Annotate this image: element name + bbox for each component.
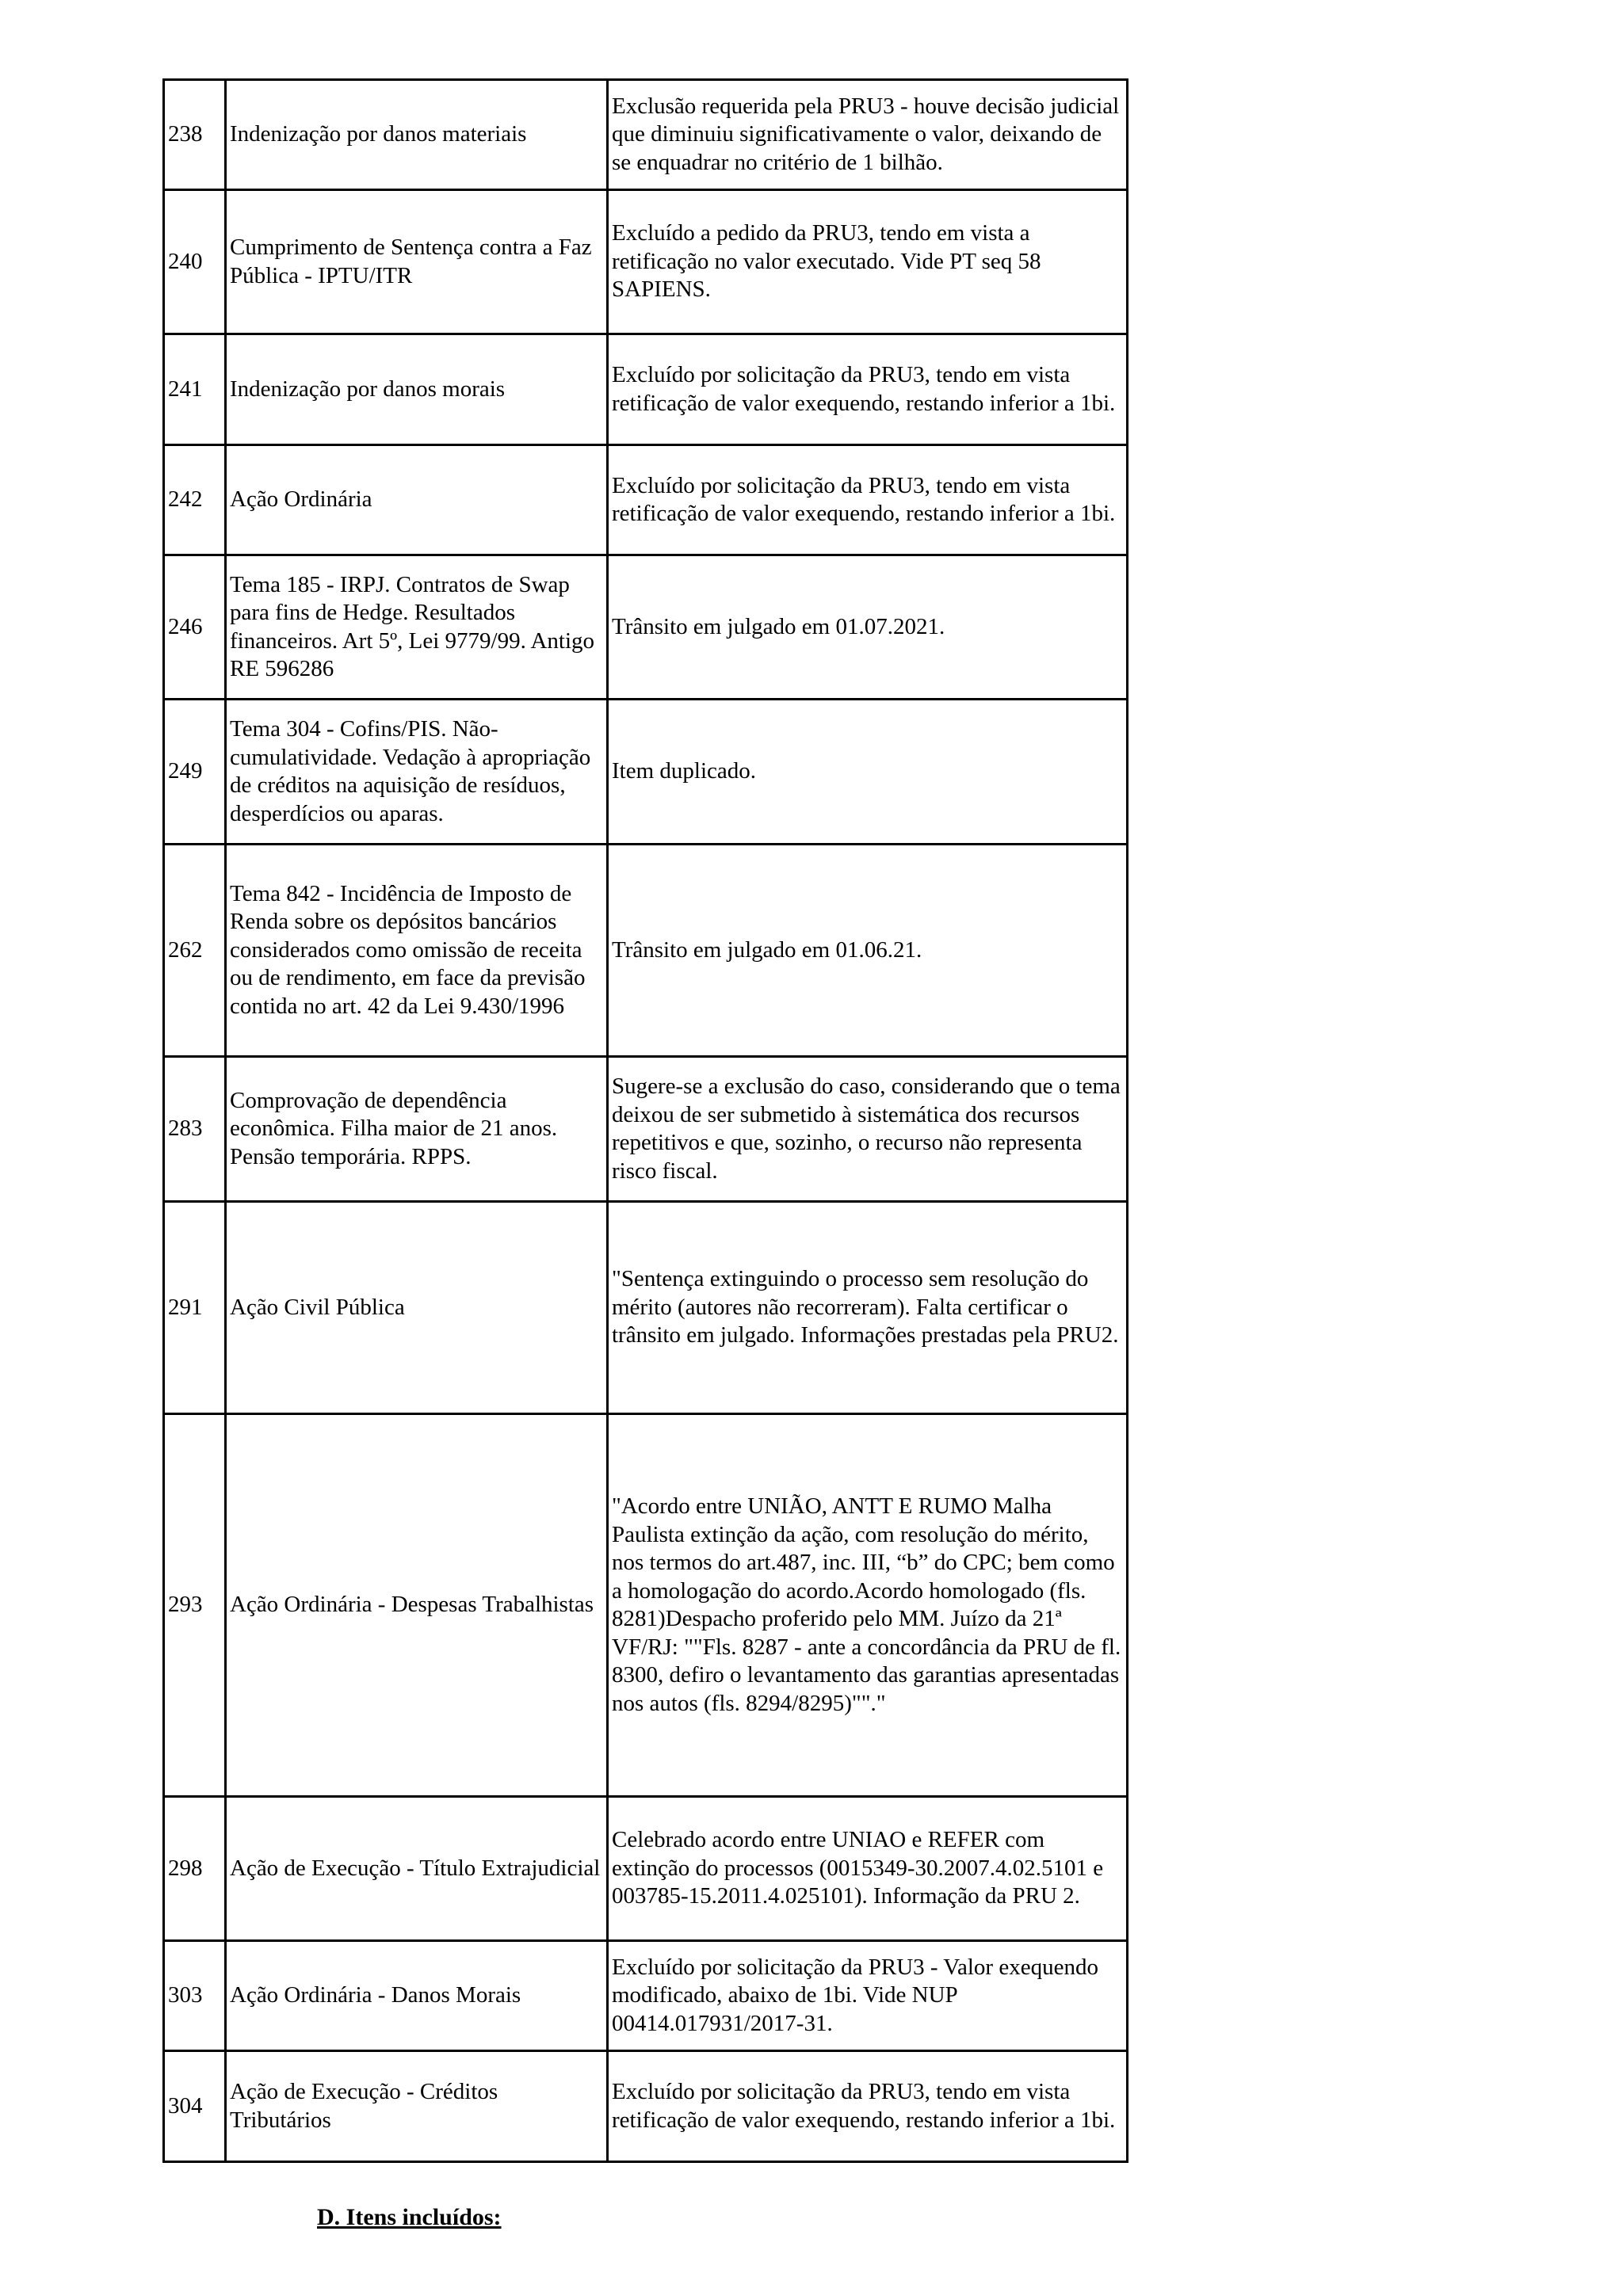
table-row [164, 334, 1128, 445]
item-description: Ação Ordinária - Danos Morais [226, 1941, 608, 2051]
table-row [164, 1414, 1128, 1797]
item-description: Ação Civil Pública [226, 1202, 608, 1414]
table-row [164, 190, 1128, 334]
item-description: Ação de Execução - Créditos Tributários [226, 2051, 608, 2162]
item-number: 241 [164, 334, 226, 445]
item-observation: Excluído por solicitação da PRU3, tendo em vista retificação de valor exequendo, restando inferior a 1bi. [608, 445, 1128, 555]
section-heading: D. Itens incluídos: [317, 2204, 502, 2230]
item-observation: Celebrado acordo entre UNIAO e REFER com extinção do processos (0015349-30.2007.4.02.5101 e 003785-15.2011.4.025101). Informação da PRU 2. [608, 1797, 1128, 1941]
table-row [164, 80, 1128, 190]
item-observation: "Sentença extinguindo o processo sem resolução do mérito (autores não recorreram). Falta certificar o trânsito em julgado. Informações prestadas pela PRU2. [608, 1202, 1128, 1414]
item-description: Ação Ordinária - Despesas Trabalhistas [226, 1414, 608, 1797]
item-observation: Excluído por solicitação da PRU3, tendo em vista retificação de valor exequendo, restando inferior a 1bi. [608, 2051, 1128, 2162]
item-observation: Exclusão requerida pela PRU3 - houve decisão judicial que diminuiu significativamente o valor, deixando de se enquadrar no critério de 1 bilhão. [608, 80, 1128, 190]
table-row [164, 445, 1128, 555]
item-observation: Excluído por solicitação da PRU3, tendo em vista retificação de valor exequendo, restando inferior a 1bi. [608, 334, 1128, 445]
item-description: Indenização por danos morais [226, 334, 608, 445]
table-row [164, 1941, 1128, 2051]
item-description: Comprovação de dependência econômica. Filha maior de 21 anos. Pensão temporária. RPPS. [226, 1057, 608, 1202]
item-description: Ação de Execução - Título Extrajudicial [226, 1797, 608, 1941]
item-number: 298 [164, 1797, 226, 1941]
table-row [164, 1057, 1128, 1202]
item-number: 283 [164, 1057, 226, 1202]
table-row [164, 2051, 1128, 2162]
item-number: 262 [164, 845, 226, 1057]
excluded-items-table [162, 78, 1128, 2163]
item-number: 238 [164, 80, 226, 190]
item-description: Ação Ordinária [226, 445, 608, 555]
table-row [164, 1797, 1128, 1941]
item-description: Indenização por danos materiais [226, 80, 608, 190]
item-number: 303 [164, 1941, 226, 2051]
item-number: 293 [164, 1414, 226, 1797]
item-number: 304 [164, 2051, 226, 2162]
item-number: 240 [164, 190, 226, 334]
table-row [164, 845, 1128, 1057]
item-observation: Trânsito em julgado em 01.06.21. [608, 845, 1128, 1057]
item-observation: Trânsito em julgado em 01.07.2021. [608, 555, 1128, 700]
item-description: Tema 185 - IRPJ. Contratos de Swap para fins de Hedge. Resultados financeiros. Art 5º, Lei 9779/99. Antigo RE 596286 [226, 555, 608, 700]
item-number: 246 [164, 555, 226, 700]
table-row [164, 555, 1128, 700]
table-row [164, 1202, 1128, 1414]
item-observation: Item duplicado. [608, 700, 1128, 845]
table-row [164, 700, 1128, 845]
item-observation: "Acordo entre UNIÃO, ANTT E RUMO Malha Paulista extinção da ação, com resolução do mérito, nos termos do art.487, inc. III, “b” do CPC; bem como a homologação do acordo.Acordo homologado (fls. 8281)Despacho proferido pelo MM. Juízo da 21ª VF/RJ: ""Fls. 8287 - ante a concordância da PRU de fl. 8300, defiro o levantamento das garantias apresentadas nos autos (fls. 8294/8295)""." [608, 1414, 1128, 1797]
item-number: 249 [164, 700, 226, 845]
item-description: Tema 304 - Cofins/PIS. Não-cumulatividade. Vedação à apropriação de créditos na aquisição de resíduos, desperdícios ou aparas. [226, 700, 608, 845]
item-observation: Excluído a pedido da PRU3, tendo em vista a retificação no valor executado. Vide PT seq 58 SAPIENS. [608, 190, 1128, 334]
item-description: Tema 842 - Incidência de Imposto de Renda sobre os depósitos bancários considerados como omissão de receita ou de rendimento, em face da previsão contida no art. 42 da Lei 9.430/1996 [226, 845, 608, 1057]
item-description: Cumprimento de Sentença contra a Faz Pública - IPTU/ITR [226, 190, 608, 334]
item-number: 291 [164, 1202, 226, 1414]
item-observation: Excluído por solicitação da PRU3 - Valor exequendo modificado, abaixo de 1bi. Vide NUP 00414.017931/2017-31. [608, 1941, 1128, 2051]
item-number: 242 [164, 445, 226, 555]
item-observation: Sugere-se a exclusão do caso, considerando que o tema deixou de ser submetido à sistemática dos recursos repetitivos e que, sozinho, o recurso não representa risco fiscal. [608, 1057, 1128, 1202]
